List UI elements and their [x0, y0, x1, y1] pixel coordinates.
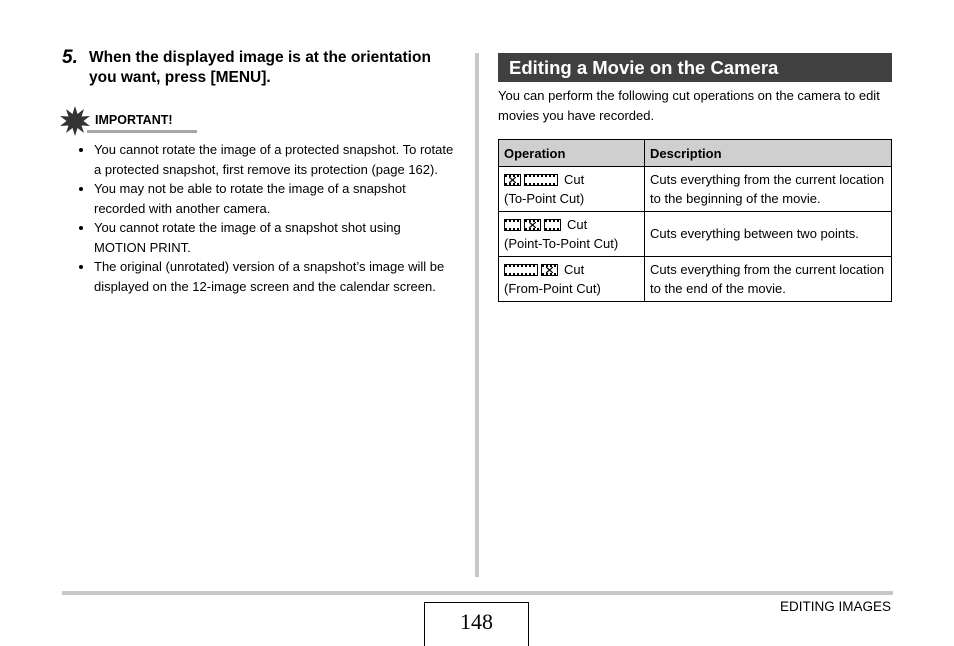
important-label: IMPORTANT! [95, 113, 173, 127]
table-row [499, 167, 892, 212]
cut-frame-icon [541, 264, 558, 276]
operation-cell [499, 167, 645, 212]
from-point-cut-icon [504, 264, 558, 276]
operation-sub: (Point-To-Point Cut) [504, 236, 619, 251]
operation-cell [499, 257, 645, 302]
step-5 [62, 48, 462, 88]
section-intro: You can perform the following cut operations on the camera to edit movies you have recorded. [498, 88, 880, 123]
to-point-cut-icon [504, 174, 558, 186]
column-divider [475, 53, 479, 577]
step-number: 5. [62, 47, 78, 68]
table-header-row [499, 140, 892, 167]
page-number: 148 [424, 602, 529, 646]
film-frame-icon [524, 174, 558, 186]
footer-section-label: EDITING IMAGES [779, 599, 891, 614]
film-frame-icon [544, 219, 561, 231]
list-item: You cannot rotate the image of a snapshot shot using MOTION PRINT. [62, 218, 454, 257]
footer-rule [62, 591, 893, 595]
step-text: When the displayed image is at the orientation you want, press [MENU]. [89, 49, 431, 86]
list-item: You cannot rotate the image of a protected snapshot. To rotate a protected snapshot, first remove its protection (page 162). [62, 140, 454, 179]
description-cell: Cuts everything between two points. [645, 212, 892, 257]
right-column [498, 53, 892, 302]
cut-frame-icon [524, 219, 541, 231]
list-item: You may not be able to rotate the image of a snapshot recorded with another camera. [62, 179, 454, 218]
description-cell: Cuts everything from the current location to the end of the movie. [645, 257, 892, 302]
operation-label: Cut [567, 216, 588, 232]
description-cell: Cuts everything from the current location to the beginning of the movie. [645, 167, 892, 212]
operation-sub: (From-Point Cut) [504, 281, 601, 296]
operation-label: Cut [564, 171, 585, 187]
starburst-icon [60, 106, 90, 136]
cut-frame-icon [504, 174, 521, 186]
left-column [62, 48, 462, 296]
important-header [62, 106, 462, 136]
important-notes [62, 140, 462, 296]
operation-label: Cut [564, 261, 585, 277]
header-operation: Operation [499, 140, 645, 167]
operation-cell [499, 212, 645, 257]
point-to-point-cut-icon [504, 219, 561, 231]
film-frame-icon [504, 264, 538, 276]
header-description: Description [645, 140, 892, 167]
important-label-wrap [95, 109, 197, 133]
important-underline [87, 130, 197, 133]
operations-table [498, 139, 892, 302]
film-frame-icon [504, 219, 521, 231]
table-row [499, 212, 892, 257]
operation-sub: (To-Point Cut) [504, 191, 585, 206]
list-item: The original (unrotated) version of a snapshot’s image will be displayed on the 12-image screen and the calendar screen. [62, 257, 454, 296]
table-row [499, 257, 892, 302]
section-title: Editing a Movie on the Camera [498, 53, 892, 82]
